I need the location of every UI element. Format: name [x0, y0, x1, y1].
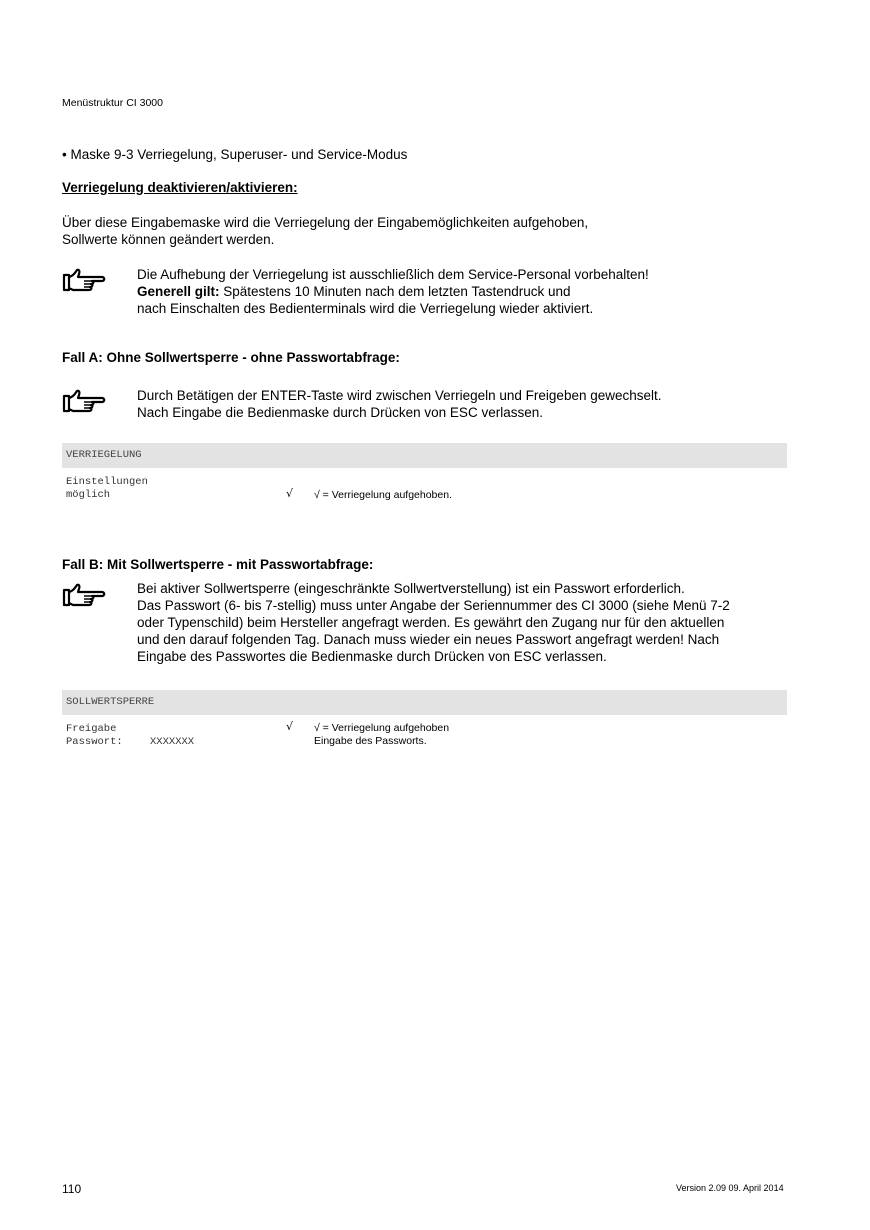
fall-a-note	[137, 387, 787, 421]
note-bold-label: Generell gilt:	[137, 284, 220, 299]
note-line: Die Aufhebung der Verriegelung ist ausschließlich dem Service-Personal vorbehalten!	[137, 267, 649, 282]
note-line: Bei aktiver Sollwertsperre (eingeschränkte Sollwertverstellung) ist ein Passwort erforderlich.	[137, 581, 685, 596]
verriegelung-label	[66, 476, 148, 502]
note-line: Durch Betätigen der ENTER-Taste wird zwischen Verriegeln und Freigeben gewechselt.	[137, 388, 662, 403]
pointing-hand-icon	[62, 389, 108, 415]
note-line: Eingabe des Passwortes die Bedienmaske durch Drücken von ESC verlassen.	[137, 649, 607, 664]
note-line: oder Typenschild) beim Hersteller angefragt werden. Es gewährt den Zugang nur für den aktuellen	[137, 615, 725, 630]
service-note	[137, 266, 787, 317]
passwort-input[interactable]: XXXXXXX	[150, 736, 195, 748]
freigabe-label: Freigabe	[66, 723, 117, 735]
section-bullet-title: • Maske 9-3 Verriegelung, Superuser- und Service-Modus	[62, 147, 408, 162]
sollwertsperre-explanation	[314, 722, 449, 748]
fall-a-heading: Fall A: Ohne Sollwertsperre - ohne Passwortabfrage:	[62, 350, 400, 365]
explanation-line: Eingabe des Passworts.	[314, 735, 427, 747]
pointing-hand-icon	[62, 583, 108, 609]
running-header: Menüstruktur CI 3000	[62, 97, 163, 109]
fall-b-note	[137, 580, 787, 665]
pointing-hand-icon	[62, 268, 108, 294]
note-line: und den darauf folgenden Tag. Danach muss wieder ein neues Passwort angefragt werden! Nach	[137, 632, 720, 647]
note-line: nach Einschalten des Bedienterminals wird die Verriegelung wieder aktiviert.	[137, 301, 594, 316]
note-line: Nach Eingabe die Bedienmaske durch Drücken von ESC verlassen.	[137, 405, 543, 420]
note-line	[137, 283, 787, 300]
fall-b-heading: Fall B: Mit Sollwertsperre - mit Passwortabfrage:	[62, 557, 374, 572]
verriegelung-panel-title: VERRIEGELUNG	[62, 443, 787, 468]
intro-line: Sollwerte können geändert werden.	[62, 232, 275, 247]
note-text: Spätestens 10 Minuten nach dem letzten Tastendruck und	[219, 284, 571, 299]
freigabe-value-check[interactable]: √	[286, 720, 294, 733]
version-info: Version 2.09 09. April 2014	[676, 1183, 784, 1193]
intro-paragraph	[62, 214, 782, 248]
sollwertsperre-panel-title: SOLLWERTSPERRE	[62, 690, 787, 715]
label-line: Einstellungen	[66, 476, 148, 488]
note-line: Das Passwort (6- bis 7-stellig) muss unter Angabe der Seriennummer des CI 3000 (siehe Menü 7-2	[137, 598, 730, 613]
verriegelung-explanation: √ = Verriegelung aufgehoben.	[314, 489, 452, 501]
intro-line: Über diese Eingabemaske wird die Verriegelung der Eingabemöglichkeiten aufgehoben,	[62, 215, 589, 230]
section-heading: Verriegelung deaktivieren/aktivieren:	[62, 180, 298, 195]
label-line: möglich	[66, 489, 111, 501]
passwort-label: Passwort:	[66, 736, 123, 748]
explanation-line: √ = Verriegelung aufgehoben	[314, 722, 450, 734]
page-number: 110	[62, 1182, 82, 1196]
verriegelung-value-check[interactable]: √	[286, 487, 294, 500]
